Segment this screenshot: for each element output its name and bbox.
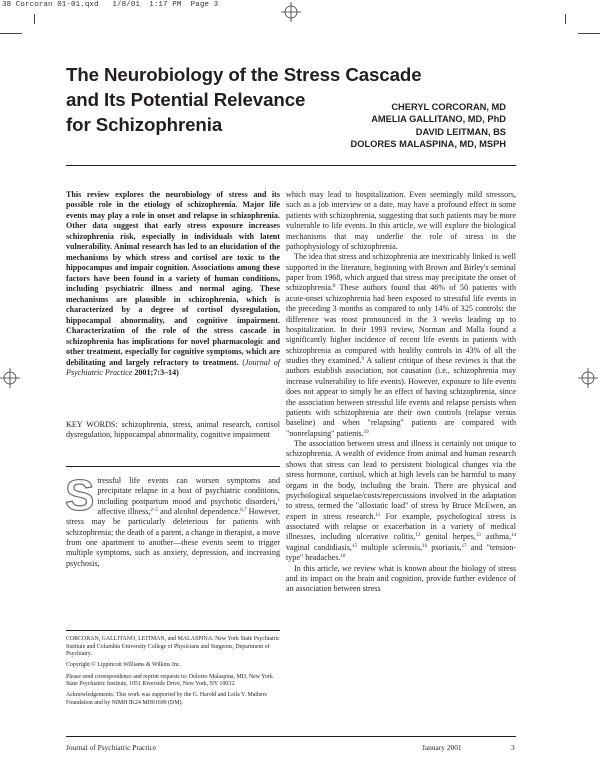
crop-mark-top-right-v — [565, 14, 566, 24]
keywords-divider — [66, 466, 280, 467]
abstract-text: This review explores the neurobiology of stress and its possible role in the etiology of schizophrenia. Major life events may play a role in onset and relapse in schizophrenia. Other data suggest that early stress exposure increases schizophrenia risk, especially in individuals with latent vulnerability. Animal research has led to an elucidation of the mechanisms by which stress and cortisol are toxic to the hippocampus and impair cognition. Associations among these factors have been found in a variety of human conditions, including psychiatric illness and normal aging. These mechanisms are plausible in schizophrenia, which is characterized by a degree of cortisol dysregulation, hippocampal abnormality, and cognitive impairment. Characterization of the role of the stress cascade in schizophrenia has implications for novel pharmacologic and other treatment, especially for cognitive symptoms, which are debilitating and largely refractory to treatment. — [66, 190, 280, 367]
footnote-acknowledgments: Acknowledgements: This work was supported by the G. Harold and Leila Y. Mathers Foundation and by NIMH IK24 MH01699 (DM). — [66, 692, 267, 706]
page-number: 3 — [511, 743, 515, 752]
abstract — [66, 190, 280, 378]
author-list — [351, 101, 506, 150]
body-paragraph: which may lead to hospitalization. Even seemingly mild stressors, such as a job interview or a date, may have a profound effect in some patients with schizophrenia, suggesting that such patients may be more vulnerable to life events. In this article, we will explore the biological mechanisms that may underlie the role of stress in the pathophysiology of schizophrenia. — [286, 190, 516, 251]
footnote-divider — [66, 630, 280, 631]
title-line-2: and Its Potential Relevance — [66, 89, 306, 110]
drop-cap: S — [65, 471, 95, 520]
crop-mark-top-left-h — [0, 33, 22, 34]
abstract-citation: (Journal of Psychiatric Practice 2001;7:3–14) — [66, 357, 281, 377]
citation-journal: Journal of Psychiatric Practice — [66, 357, 281, 377]
footnote-correspondence: Please send correspondence and reprint requests to: Dolores Malaspina, MD, New York State Psychiatric Institute, 1051 Riverside Drive, New York, NY 10032. — [66, 673, 273, 688]
footnotes — [66, 636, 280, 711]
author-name: DAVID LEITMAN, BS — [415, 126, 506, 137]
footnote-affiliation: CORCORAN, GALLITANO, LEITMAN, and MALASPINA: New York State Psychiatric Institute and Columbia University College of Physicians and Surgeons, Department of Psychiatry. — [66, 636, 280, 658]
body-paragraph: The idea that stress and schizophrenia are inextricably linked is well supported in the literature, beginning with Brown and Birley's seminal paper from 1968, which argued that stress may precipitate the onset of schizophrenia.$^8$ These authors found that 46% of 50 patients with acute-onset schizophrenia had been exposed to stressful life events in the preceding 3 months as compared to only 14% of 325 controls: the difference was most pronounced in the 3 weeks leading up to hospitalization. In their 1993 review, Norman and Malla found a significantly higher incidence of recent life events in patients with schizophrenia as compared with healthy controls in 43% of all the studies they examined.$^9$ A salient critique of these reviews is that the authors establish association, not causation (i.e., schizophrenia may increase vulnerability to life events). However, exposure to life events does not appear to simply be an effect of having schizophrenia, since the association between stressful life events and relapse persists when patients with schizophrenia are their own controls (relapse versus baseline) and when "relapsing" patients are compared with "nonrelapsing" patients.$^{10}$ — [286, 252, 516, 438]
crop-mark-top-right-h — [578, 33, 600, 34]
footnote-copyright: Copyright © Lippincott Williams & Wilkins Inc. — [66, 662, 181, 669]
title-divider — [66, 165, 516, 166]
author-name: DOLORES MALASPINA, MD, MSPH — [350, 138, 506, 149]
body-column-right — [286, 190, 516, 595]
title-line-3: for Schizophrenia — [66, 114, 223, 135]
print-slug: 38 Corcoran 01-01.qxd 1/8/01 1:17 PM Page 3 — [2, 1, 219, 9]
author-name: CHERYL CORCORAN, MD — [391, 102, 506, 112]
author-name: AMELIA GALLITANO, MD, PhD — [371, 114, 506, 125]
registration-mark-top-icon — [281, 2, 301, 22]
title-line-1: The Neurobiology of the Stress Cascade — [66, 64, 422, 85]
footer-divider — [66, 736, 516, 737]
footer-journal: Journal of Psychiatric Practice — [66, 743, 157, 752]
key-words: KEY WORDS: schizophrenia, stress, animal research, cortisol dysregulation, hippocampal abnormality, cognitive impairment — [66, 420, 280, 440]
registration-mark-left-icon — [0, 368, 20, 388]
body-paragraph: The association between stress and illness is certainly not unique to schizophrenia. A wealth of evidence from animal and human research shows that stress can lead to persistent biological changes via the stress hormone, cortisol, which at high levels can be harmful to many organs in the body, including the brain. There are physical and psychological sequelae/costs/repercussions involved in the adaptation to stress, termed the "allostatic load" of stress by Bruce McEwen, an expert in stress research.$^{11}$ For example, psychological stress is associated with relapse or exacerbation in a variety of medical illnesses, including ulcerative colitis,$^{12}$ genital herpes,$^{13}$ asthma,$^{14}$ vaginal candidiasis,$^{15}$ multiple sclerosis,$^{16}$ psoriasis,$^{17}$ and "tension-type" headaches.$^{18}$ — [286, 439, 516, 563]
body-paragraph: In this article, we review what is known about the biology of stress and its impact on the brain and cognition, provide further evidence of an association between stress — [286, 563, 516, 594]
footer-date: January 2001 — [422, 743, 462, 752]
crop-mark-top-left-v — [34, 14, 35, 24]
intro-paragraph: S tressful life events can worsen symptoms and precipitate relapse in a host of psychiatric conditions, including postpartum mood and psychotic disorders,$^1$ affective illness,$^{2-5}$ and alcohol dependence.$^{6,7}$ However, stress may be particularly deleterious for patients with schizophrenia; the death of a parent, a change in therapist, a move from one apartment to another—these events seem to trigger multiple symptoms, such as anxiety, depression, and increasing psychosis, — [65, 471, 280, 568]
registration-mark-right-icon — [578, 368, 598, 388]
citation-ref: 2001;7:3–14) — [132, 367, 179, 377]
